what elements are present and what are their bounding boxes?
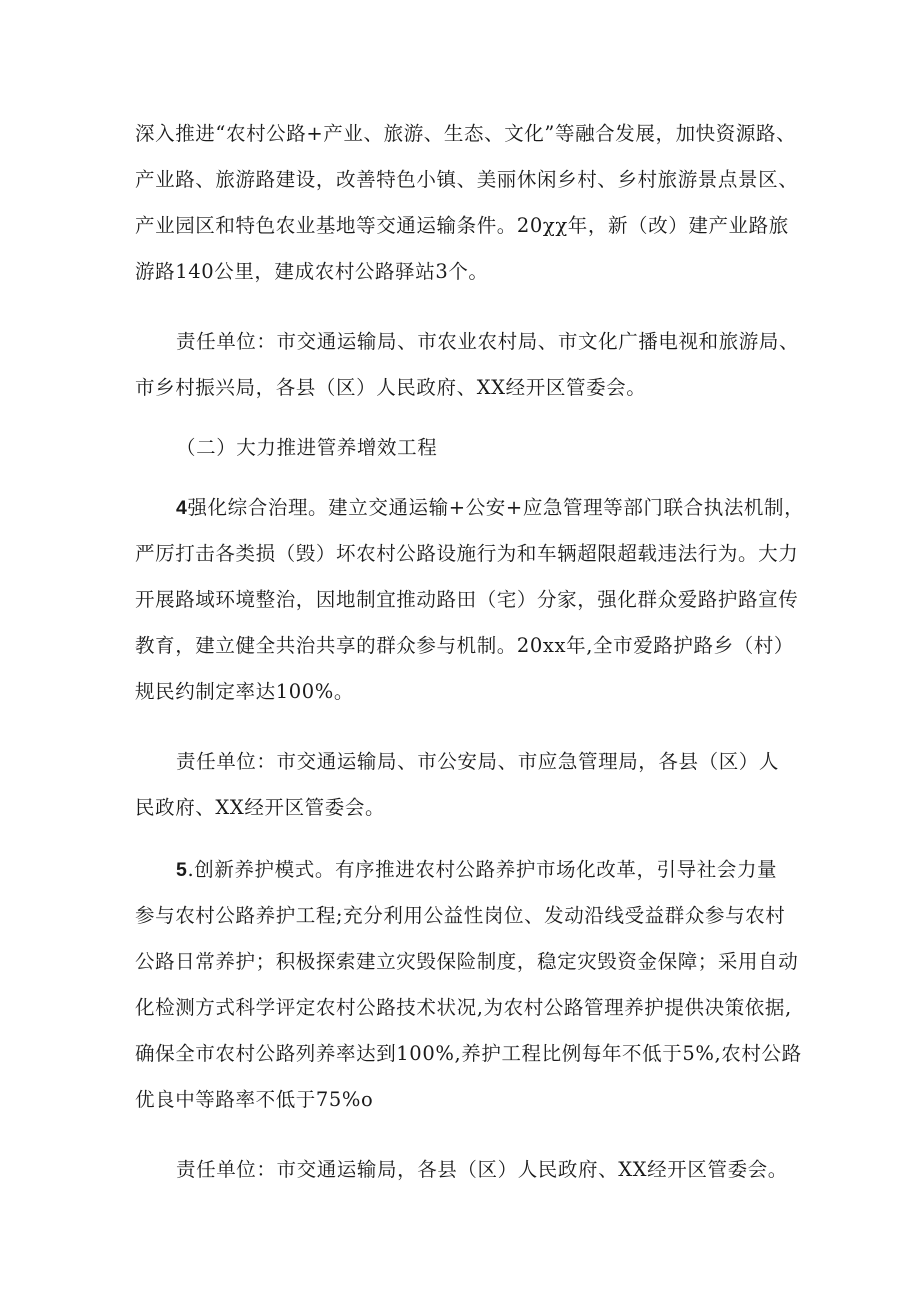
item-5-line-1 bbox=[176, 856, 777, 884]
item-4-line-3: 开展路域环境整治，因地制宜推动路田（宅）分家，强化群众爱路护路宣传 bbox=[135, 588, 799, 611]
responsibility-2-line-2: 民政府、XX经开区管委会。 bbox=[135, 796, 386, 819]
item-4-line-5: 规民约制定率达100%。 bbox=[135, 680, 354, 703]
item-5-line-6: 优良中等路率不低于75%o bbox=[135, 1088, 374, 1111]
paragraph-1-line-3: 产业园区和特色农业基地等交通运输条件。20χχ年，新（改）建产业路旅 bbox=[135, 214, 789, 237]
item-4-line-1-text: 强化综合治理。建立交通运输+公安+应急管理等部门联合执法机制， bbox=[187, 496, 805, 519]
item-5-line-2: 参与农村公路养护工程;充分利用公益性岗位、发动沿线受益群众参与农村 bbox=[135, 904, 786, 927]
item-5-number: 5 bbox=[176, 859, 188, 881]
item-4-line-2: 严厉打击各类损（毁）坏农村公路设施行为和车辆超限超载违法行为。大力 bbox=[135, 542, 799, 565]
item-4-line-1 bbox=[176, 494, 804, 522]
item-5-line-1-text: .创新养护模式。有序推进农村公路养护市场化改革，引导社会力量 bbox=[187, 858, 778, 881]
item-5-line-4: 化检测方式科学评定农村公路技术状况,为农村公路管理养护提供决策依据, bbox=[135, 996, 792, 1019]
responsibility-1-line-1: 责任单位：市交通运输局、市农业农村局、市文化广播电视和旅游局、 bbox=[176, 330, 800, 353]
paragraph-1-line-4: 游路140公里，建成农村公路驿站3个。 bbox=[135, 260, 489, 283]
item-4-line-4: 教育，建立健全共治共享的群众参与机制。20xx年,全市爱路护路乡（村） bbox=[135, 634, 795, 657]
item-4-number: 4 bbox=[176, 497, 188, 519]
item-5-line-3: 公路日常养护；积极探索建立灾毁保险制度，稳定灾毁资金保障；采用自动 bbox=[135, 950, 799, 973]
section-heading: （二）大力推进管养增效工程 bbox=[176, 436, 438, 459]
responsibility-2-line-1: 责任单位：市交通运输局、市公安局、市应急管理局，各县（区）人 bbox=[176, 750, 780, 773]
responsibility-1-line-2: 市乡村振兴局，各县（区）人民政府、XX经开区管委会。 bbox=[135, 376, 647, 399]
responsibility-3-line-1: 责任单位：市交通运输局，各县（区）人民政府、XX经开区管委会。 bbox=[176, 1158, 788, 1181]
paragraph-1-line-1: 深入推进“农村公路+产业、旅游、生态、文化”等融合发展，加快资源路、 bbox=[135, 122, 797, 145]
paragraph-1-line-2: 产业路、旅游路建设，改善特色小镇、美丽休闲乡村、乡村旅游景点景区、 bbox=[135, 168, 799, 191]
item-5-line-5: 确保全市农村公路列养率达到100%,养护工程比例每年不低于5%,农村公路 bbox=[135, 1042, 802, 1065]
